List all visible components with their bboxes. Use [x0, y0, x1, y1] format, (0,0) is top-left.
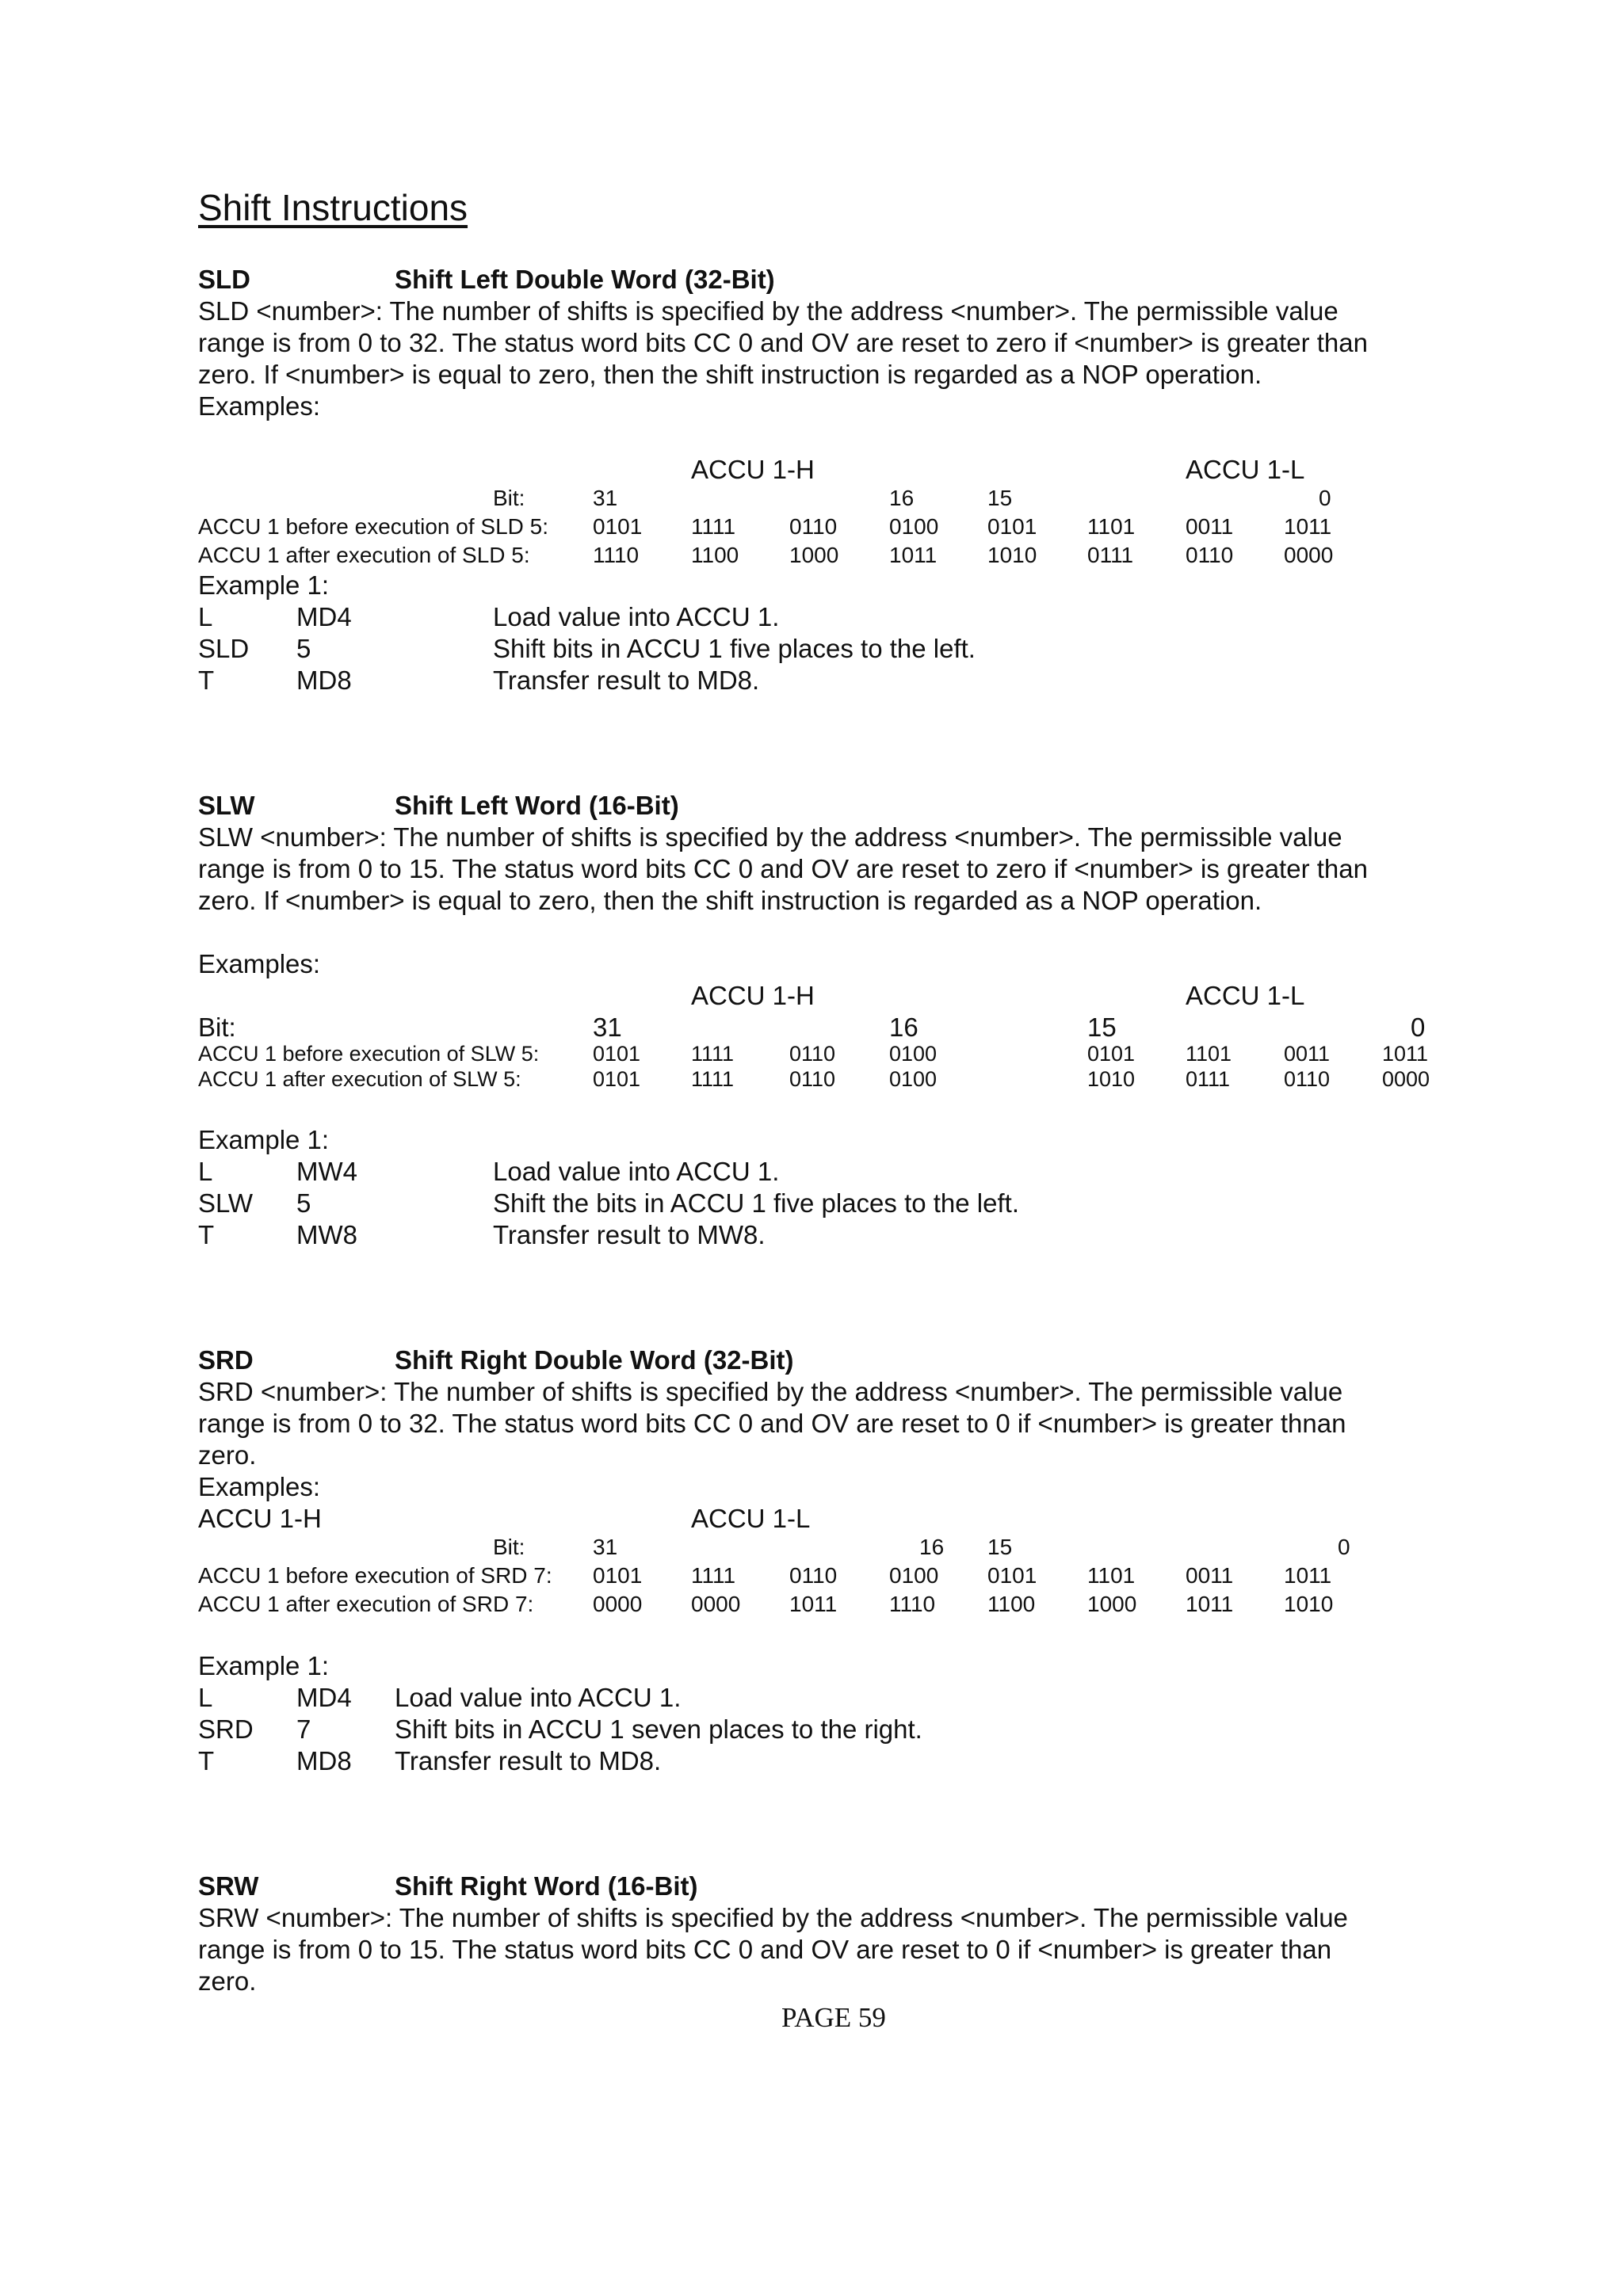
- bits-cell: 1011: [1284, 1563, 1332, 1588]
- bits-cell: 0011: [1186, 1563, 1234, 1588]
- slw-desc-line: range is from 0 to 15. The status word bits CC 0 and OV are reset to zero if <number> is greater than: [198, 854, 1368, 883]
- bits-cell: 1111: [691, 1042, 735, 1066]
- bits-cell: 1011: [789, 1592, 838, 1616]
- bit-label: Bit:: [198, 1013, 236, 1042]
- example-arg: MD8: [296, 666, 352, 695]
- bits-cell: 0101: [593, 1067, 641, 1091]
- example-desc: Load value into ACCU 1.: [493, 602, 780, 631]
- slw-examples-label: Examples:: [198, 949, 321, 978]
- srw-heading: Shift Right Word (16-Bit): [395, 1871, 698, 1901]
- bit-label: Bit:: [493, 1535, 525, 1559]
- bit-15: 15: [987, 486, 1013, 510]
- example-arg: MW8: [296, 1220, 357, 1249]
- bit-31: 31: [593, 1535, 618, 1559]
- bits-cell: 0100: [889, 1067, 938, 1091]
- example-desc: Transfer result to MW8.: [493, 1220, 766, 1249]
- example-desc: Load value into ACCU 1.: [395, 1683, 682, 1712]
- bit-16: 16: [919, 1535, 945, 1559]
- example-arg: 5: [296, 1188, 311, 1218]
- bits-cell: 1010: [1087, 1067, 1136, 1091]
- row-label-after: ACCU 1 after execution of SLD 5:: [198, 543, 530, 567]
- bit-0: 0: [1411, 1013, 1426, 1042]
- bits-cell: 1000: [1087, 1592, 1137, 1616]
- bits-cell: 1111: [691, 1067, 735, 1091]
- srd-desc-line: zero.: [198, 1440, 257, 1470]
- accu-high-label: ACCU 1-H: [198, 1504, 322, 1533]
- bits-cell: 0101: [593, 1563, 643, 1588]
- bit-16: 16: [889, 486, 915, 510]
- srd-mnemonic: SRD: [198, 1345, 254, 1375]
- slw-desc-line: SLW <number>: The number of shifts is specified by the address <number>. The permissible value: [198, 822, 1342, 852]
- example-op: SRD: [198, 1714, 254, 1744]
- page-title: Shift Instructions: [198, 187, 468, 228]
- slw-heading: Shift Left Word (16-Bit): [395, 791, 679, 820]
- bits-cell: 0110: [1284, 1067, 1331, 1091]
- example-label: Example 1:: [198, 1651, 330, 1680]
- example-arg: MD4: [296, 1683, 352, 1712]
- bits-cell: 0110: [789, 1563, 838, 1588]
- example-arg: 7: [296, 1714, 311, 1744]
- bits-cell: 0111: [1186, 1067, 1231, 1091]
- bits-cell: 1100: [691, 543, 739, 567]
- bits-cell: 0110: [789, 514, 838, 539]
- sld-mnemonic: SLD: [198, 265, 250, 294]
- bits-cell: 1110: [889, 1592, 936, 1616]
- example-op: L: [198, 602, 213, 631]
- bits-cell: 1011: [1382, 1042, 1429, 1066]
- example-desc: Shift bits in ACCU 1 five places to the left.: [493, 634, 976, 663]
- bits-cell: 0101: [593, 514, 643, 539]
- srd-desc-line: range is from 0 to 32. The status word bits CC 0 and OV are reset to 0 if <number> is greater thnan: [198, 1409, 1346, 1438]
- bits-cell: 1111: [691, 514, 736, 539]
- bits-cell: 0110: [1186, 543, 1234, 567]
- example-desc: Shift bits in ACCU 1 seven places to the right.: [395, 1714, 922, 1744]
- bit-0: 0: [1338, 1535, 1350, 1559]
- bits-cell: 0110: [789, 1067, 836, 1091]
- bits-cell: 0110: [789, 1042, 836, 1066]
- example-op: L: [198, 1157, 213, 1186]
- bits-cell: 1010: [987, 543, 1037, 567]
- bits-cell: 0000: [593, 1592, 643, 1616]
- bits-cell: 1101: [1087, 1563, 1136, 1588]
- row-label-before: ACCU 1 before execution of SRD 7:: [198, 1563, 552, 1588]
- example-label: Example 1:: [198, 1125, 330, 1154]
- bit-15: 15: [1087, 1013, 1117, 1042]
- srw-desc-line: range is from 0 to 15. The status word bits CC 0 and OV are reset to 0 if <number> is greater than: [198, 1935, 1332, 1964]
- slw-desc-line: zero. If <number> is equal to zero, then the shift instruction is regarded as a NOP operation.: [198, 886, 1262, 915]
- srd-desc-line: SRD <number>: The number of shifts is specified by the address <number>. The permissible value: [198, 1377, 1343, 1406]
- srw-desc-line: SRW <number>: The number of shifts is specified by the address <number>. The permissible value: [198, 1903, 1348, 1932]
- example-desc: Transfer result to MD8.: [395, 1746, 662, 1775]
- bits-cell: 1110: [593, 543, 640, 567]
- accu-high-label: ACCU 1-H: [691, 455, 815, 484]
- bits-cell: 1111: [691, 1563, 736, 1588]
- bit-0: 0: [1319, 486, 1331, 510]
- bits-cell: 0000: [1382, 1067, 1430, 1091]
- row-label-after: ACCU 1 after execution of SRD 7:: [198, 1592, 534, 1616]
- bit-16: 16: [889, 1013, 918, 1042]
- bits-cell: 0000: [1284, 543, 1334, 567]
- example-op: T: [198, 1746, 215, 1775]
- row-label-after: ACCU 1 after execution of SLW 5:: [198, 1067, 521, 1091]
- srw-desc-line: zero.: [198, 1966, 257, 1996]
- bits-cell: 0100: [889, 514, 939, 539]
- example-op: SLD: [198, 634, 250, 663]
- page-number: PAGE 59: [781, 2002, 886, 2033]
- bits-cell: 0100: [889, 1563, 939, 1588]
- bits-cell: 1011: [1186, 1592, 1234, 1616]
- example-op: SLW: [198, 1188, 254, 1218]
- bits-cell: 0101: [1087, 1042, 1136, 1066]
- example-arg: MD8: [296, 1746, 352, 1775]
- example-arg: MW4: [296, 1157, 357, 1186]
- bits-cell: 1101: [1186, 1042, 1232, 1066]
- sld-desc-line: range is from 0 to 32. The status word bits CC 0 and OV are reset to zero if <number> is greater than: [198, 328, 1368, 357]
- example-op: L: [198, 1683, 213, 1712]
- slw-mnemonic: SLW: [198, 791, 255, 820]
- sld-desc-line: zero. If <number> is equal to zero, then the shift instruction is regarded as a NOP operation.: [198, 360, 1262, 389]
- bits-cell: 0011: [1186, 514, 1234, 539]
- bits-cell: 0101: [987, 1563, 1037, 1588]
- bits-cell: 1000: [789, 543, 839, 567]
- example-op: T: [198, 1220, 215, 1249]
- bit-15: 15: [987, 1535, 1013, 1559]
- bits-cell: 1101: [1087, 514, 1136, 539]
- accu-low-label: ACCU 1-L: [1186, 981, 1305, 1010]
- example-op: T: [198, 666, 215, 695]
- bits-cell: 0000: [691, 1592, 741, 1616]
- bits-cell: 0100: [889, 1042, 938, 1066]
- bit-31: 31: [593, 486, 618, 510]
- row-label-before: ACCU 1 before execution of SLD 5:: [198, 514, 549, 539]
- bits-cell: 0111: [1087, 543, 1134, 567]
- sld-desc-line: SLD <number>: The number of shifts is specified by the address <number>. The permissible value: [198, 296, 1338, 326]
- sld-heading: Shift Left Double Word (32-Bit): [395, 265, 775, 294]
- bits-cell: 1011: [889, 543, 938, 567]
- srd-heading: Shift Right Double Word (32-Bit): [395, 1345, 794, 1375]
- example-desc: Transfer result to MD8.: [493, 666, 760, 695]
- bits-cell: 0101: [987, 514, 1037, 539]
- example-desc: Shift the bits in ACCU 1 five places to the left.: [493, 1188, 1019, 1218]
- example-desc: Load value into ACCU 1.: [493, 1157, 780, 1186]
- bits-cell: 0011: [1284, 1042, 1331, 1066]
- bits-cell: 1010: [1284, 1592, 1334, 1616]
- row-label-before: ACCU 1 before execution of SLW 5:: [198, 1042, 540, 1066]
- bits-cell: 0101: [593, 1042, 641, 1066]
- bit-31: 31: [593, 1013, 622, 1042]
- bits-cell: 1100: [987, 1592, 1036, 1616]
- accu-low-label: ACCU 1-L: [1186, 455, 1305, 484]
- example-arg: MD4: [296, 602, 352, 631]
- bit-label: Bit:: [493, 486, 525, 510]
- bits-cell: 1011: [1284, 514, 1332, 539]
- example-arg: 5: [296, 634, 311, 663]
- accu-low-label: ACCU 1-L: [691, 1504, 811, 1533]
- example-label: Example 1:: [198, 570, 330, 600]
- srw-mnemonic: SRW: [198, 1871, 259, 1901]
- srd-examples-label: Examples:: [198, 1472, 321, 1501]
- sld-examples-label: Examples:: [198, 391, 321, 421]
- accu-high-label: ACCU 1-H: [691, 981, 815, 1010]
